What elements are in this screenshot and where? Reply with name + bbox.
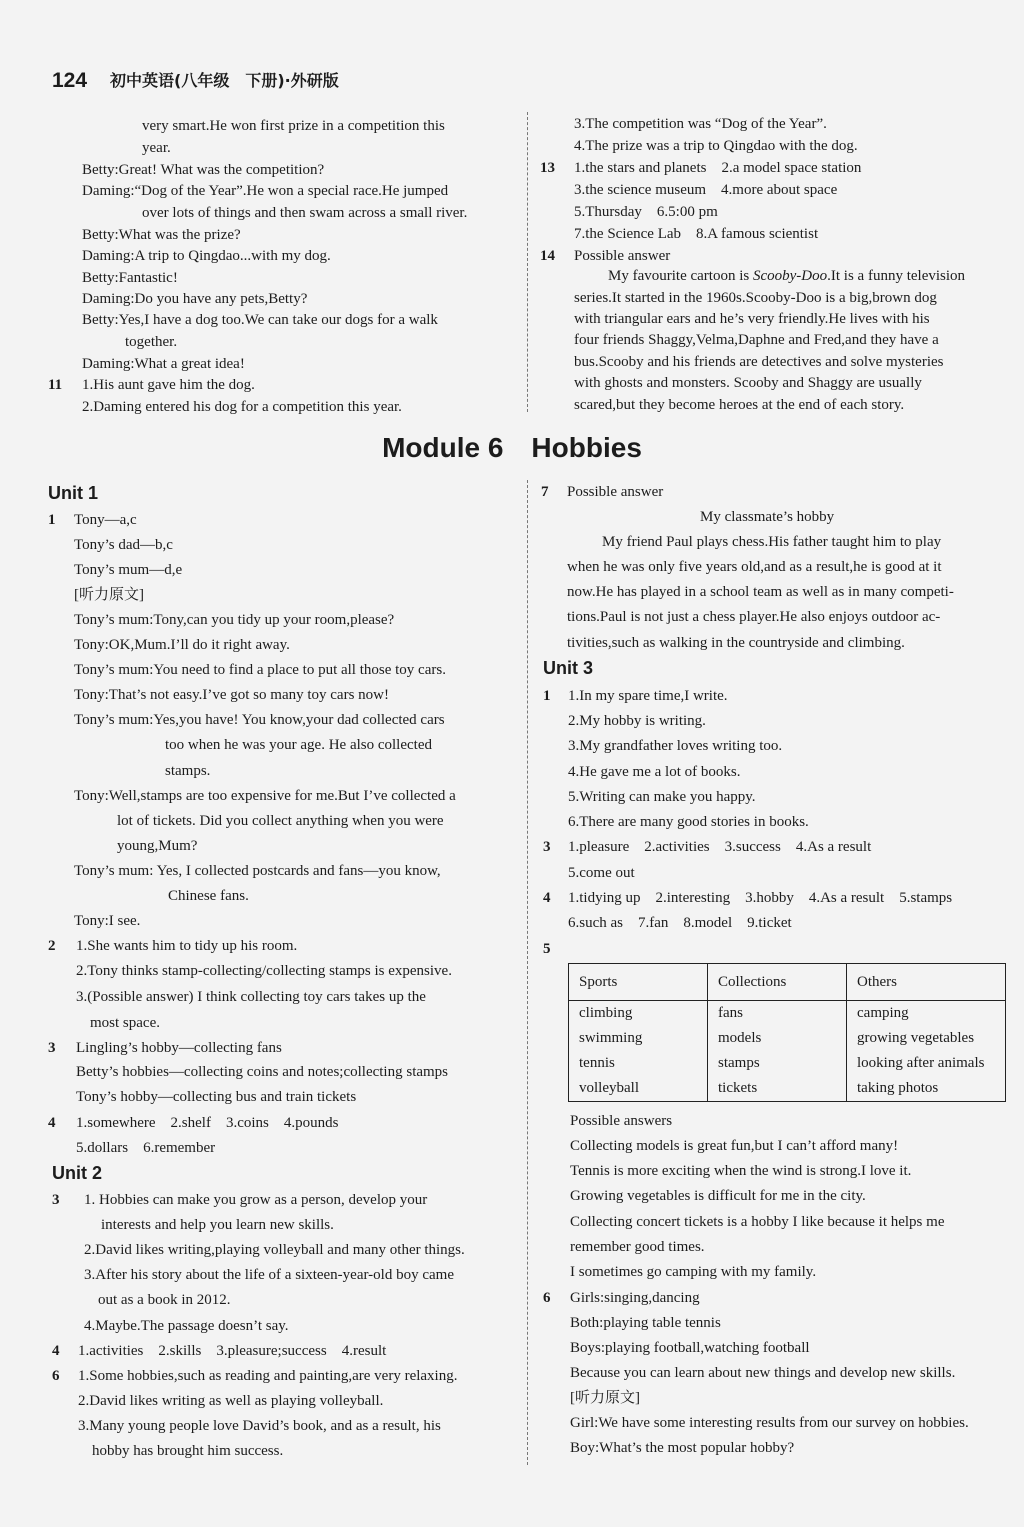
text-line: Tony’s mum—d,e <box>74 562 183 578</box>
text-line: Tony’s mum:Tony,can you tidy up your room,please? <box>74 612 395 628</box>
text-line: Betty:Yes,I have a dog too.We can take our dogs for a walk <box>82 312 438 328</box>
text-line: Tony’s dad—b,c <box>74 537 173 553</box>
column-divider-bottom <box>527 480 528 1465</box>
text-line: year. <box>142 140 171 156</box>
text-line: Tony:That’s not easy.I’ve got so many toy cars now! <box>74 687 389 703</box>
text-line: 4.The prize was a trip to Qingdao with the dog. <box>574 138 858 154</box>
table-cell: models <box>708 1026 847 1051</box>
table-header-sports: Sports <box>569 964 708 1001</box>
question-number: 4 <box>52 1343 60 1359</box>
text-line: remember good times. <box>570 1239 705 1255</box>
table-cell: tickets <box>708 1076 847 1102</box>
text-line: [听力原文] <box>570 1390 640 1406</box>
text-line: 3.After his story about the life of a sixteen-year-old boy came <box>84 1267 454 1283</box>
text-line: when he was only five years old,and as a result,he is good at it <box>567 559 942 575</box>
table-header-others: Others <box>847 964 1006 1001</box>
text-line: 3.the science museum 4.more about space <box>574 182 838 198</box>
table-cell: swimming <box>569 1026 708 1051</box>
text-line: interests and help you learn new skills. <box>101 1217 334 1233</box>
text-line: together. <box>125 334 178 350</box>
question-number: 3 <box>48 1040 56 1056</box>
text-line: 2.David likes writing as well as playing volleyball. <box>78 1393 384 1409</box>
text-line: 4.He gave me a lot of books. <box>568 764 741 780</box>
text-line: 3.My grandfather loves writing too. <box>568 738 783 754</box>
table-cell: growing vegetables <box>847 1026 1006 1051</box>
question-number: 1 <box>48 512 56 528</box>
question-number: 1 <box>543 688 551 704</box>
text-line: 5.come out <box>568 865 635 881</box>
unit-heading: Unit 3 <box>543 658 594 678</box>
text-line: Daming:A trip to Qingdao...with my dog. <box>82 248 331 264</box>
text-line: 1.Some hobbies,such as reading and painting,are very relaxing. <box>78 1368 458 1384</box>
table-cell: camping <box>847 1001 1006 1027</box>
text-line: Possible answer <box>574 248 671 264</box>
table-row <box>569 1076 1006 1102</box>
text-line: Girl:We have some interesting results from our survey on hobbies. <box>570 1415 969 1431</box>
text-line: Possible answer <box>567 484 664 500</box>
text-line: bus.Scooby and his friends are detectives and solve mysteries <box>574 354 944 370</box>
question-number: 3 <box>52 1192 60 1208</box>
text-line: Lingling’s hobby—collecting fans <box>76 1040 282 1056</box>
text-line: scared,but they become heroes at the end of each story. <box>574 397 905 413</box>
text-line: 6.There are many good stories in books. <box>568 814 809 830</box>
text-line: Collecting concert tickets is a hobby I like because it helps me <box>570 1214 945 1230</box>
text-line: 4.Maybe.The passage doesn’t say. <box>84 1318 289 1334</box>
text-line: 1.tidying up 2.interesting 3.hobby 4.As a result 5.stamps <box>568 890 953 906</box>
text-line: Collecting models is great fun,but I can’t afford many! <box>570 1138 899 1154</box>
text-line: 5.dollars 6.remember <box>76 1140 216 1156</box>
text-line: hobby has brought him success. <box>92 1443 284 1459</box>
table-row <box>569 1051 1006 1076</box>
text-line: out as a book in 2012. <box>98 1292 231 1308</box>
text-line: Tennis is more exciting when the wind is strong.I love it. <box>570 1163 912 1179</box>
text-line: now.He has played in a school team as well as in many competi- <box>567 584 954 600</box>
text-line: Betty’s hobbies—collecting coins and notes;collecting stamps <box>76 1064 449 1080</box>
text-line: 2.David likes writing,playing volleyball and many other things. <box>84 1242 465 1258</box>
text-line: [听力原文] <box>74 587 144 603</box>
text-line: 1.pleasure 2.activities 3.success 4.As a result <box>568 839 872 855</box>
text-line: stamps. <box>165 763 211 779</box>
question-number: 4 <box>48 1115 56 1131</box>
column-divider-top <box>527 112 528 412</box>
text-line: 6.such as 7.fan 8.model 9.ticket <box>568 915 792 931</box>
text-line: most space. <box>90 1015 160 1031</box>
text-line: Possible answers <box>570 1113 673 1129</box>
text-line: 5.Writing can make you happy. <box>568 789 756 805</box>
text-line: Girls:singing,dancing <box>570 1290 700 1306</box>
table-cell: stamps <box>708 1051 847 1076</box>
text-line: four friends Shaggy,Velma,Daphne and Fred,and they have a <box>574 332 939 348</box>
text-line: very smart.He won first prize in a competition this <box>142 118 445 134</box>
text-line: My friend Paul plays chess.His father taught him to play <box>602 534 942 550</box>
text-line: lot of tickets. Did you collect anything when you were <box>117 813 444 829</box>
text-line: 3.Many young people love David’s book, and as a result, his <box>78 1418 441 1434</box>
text-line: Because you can learn about new things and develop new skills. <box>570 1365 956 1381</box>
table-cell: tennis <box>569 1051 708 1076</box>
table-row <box>569 1001 1006 1027</box>
question-number: 7 <box>541 484 549 500</box>
text-line: 3.(Possible answer) I think collecting toy cars takes up the <box>76 989 426 1005</box>
module-title: Module 6 Hobbies <box>382 432 642 463</box>
question-number: 13 <box>540 160 555 176</box>
text-line: 2.My hobby is writing. <box>568 713 706 729</box>
table-cell: looking after animals <box>847 1051 1006 1076</box>
text-line: 1.the stars and planets 2.a model space station <box>574 160 862 176</box>
text-line: Daming:Do you have any pets,Betty? <box>82 291 308 307</box>
text-line: 7.the Science Lab 8.A famous scientist <box>574 226 819 242</box>
text-line: Betty:Great! What was the competition? <box>82 162 325 178</box>
text-line: Boy:What’s the most popular hobby? <box>570 1440 795 1456</box>
text-line: Boys:playing football,watching football <box>570 1340 810 1356</box>
unit-heading: Unit 1 <box>48 483 99 503</box>
text-line: young,Mum? <box>117 838 198 854</box>
text-line: Chinese fans. <box>168 888 249 904</box>
question-number: 14 <box>540 248 555 264</box>
question-number: 11 <box>48 377 63 393</box>
book-title: 初中英语(八年级 下册)·外研版 <box>110 71 339 90</box>
text-line: 2.Tony thinks stamp-collecting/collecting stamps is expensive. <box>76 963 452 979</box>
question-number: 3 <box>543 839 551 855</box>
hobbies-table <box>568 963 1006 1102</box>
text-line: 2.Daming entered his dog for a competition this year. <box>82 399 402 415</box>
text-line: series.It started in the 1960s.Scooby-Doo is a big,brown dog <box>574 290 937 306</box>
table-header-row <box>569 964 1006 1001</box>
text-line: too when he was your age. He also collected <box>165 737 432 753</box>
unit-heading: Unit 2 <box>52 1163 103 1183</box>
question-number: 6 <box>543 1290 551 1306</box>
text-line: 1.She wants him to tidy up his room. <box>76 938 298 954</box>
text-line: 1.In my spare time,I write. <box>568 688 728 704</box>
text-line: 3.The competition was “Dog of the Year”. <box>574 116 827 132</box>
table-row <box>569 1026 1006 1051</box>
text-line: 1.His aunt gave him the dog. <box>82 377 255 393</box>
page-number: 124 <box>52 69 88 92</box>
question-number: 5 <box>543 941 551 957</box>
text-line: Tony:I see. <box>74 913 141 929</box>
text-line: Betty:What was the prize? <box>82 227 241 243</box>
text-line: over lots of things and then swam across a small river. <box>142 205 468 221</box>
text-line: I sometimes go camping with my family. <box>570 1264 817 1280</box>
text-line: 1.activities 2.skills 3.pleasure;success 4.result <box>78 1343 387 1359</box>
text-line: Betty:Fantastic! <box>82 270 178 286</box>
text-line: with triangular ears and he’s very friendly.He lives with his <box>574 311 930 327</box>
text-line: My favourite cartoon is Scooby-Doo.It is a funny television <box>608 268 966 284</box>
text-line: Tony:OK,Mum.I’ll do it right away. <box>74 637 290 653</box>
text-line: Tony’s mum:You need to find a place to put all those toy cars. <box>74 662 446 678</box>
text-line: Both:playing table tennis <box>570 1315 721 1331</box>
text-line: Tony:Well,stamps are too expensive for me.But I’ve collected a <box>74 788 456 804</box>
text-line: Tony’s mum: Yes, I collected postcards and fans—you know, <box>74 863 441 879</box>
text-line: with ghosts and monsters. Scooby and Shaggy are usually <box>574 375 922 391</box>
text-line: 1. Hobbies can make you grow as a person, develop your <box>84 1192 428 1208</box>
table-cell: climbing <box>569 1001 708 1027</box>
text-line: 1.somewhere 2.shelf 3.coins 4.pounds <box>76 1115 339 1131</box>
text-line: Tony’s mum:Yes,you have! You know,your dad collected cars <box>74 712 445 728</box>
text-line: Growing vegetables is difficult for me in the city. <box>570 1188 866 1204</box>
table-cell: volleyball <box>569 1076 708 1102</box>
text-line: Tony—a,c <box>74 512 137 528</box>
table-cell: taking photos <box>847 1076 1006 1102</box>
table-cell: fans <box>708 1001 847 1027</box>
table-header-collections: Collections <box>708 964 847 1001</box>
text-line: Daming:“Dog of the Year”.He won a special race.He jumped <box>82 183 449 199</box>
question-number: 6 <box>52 1368 60 1384</box>
question-number: 4 <box>543 890 551 906</box>
question-number: 2 <box>48 938 56 954</box>
text-line: tivities,such as walking in the countryside and climbing. <box>567 635 905 651</box>
text-line: Tony’s hobby—collecting bus and train tickets <box>76 1089 357 1105</box>
text-line: tions.Paul is not just a chess player.He also enjoys outdoor ac- <box>567 609 941 625</box>
text-line: Daming:What a great idea! <box>82 356 245 372</box>
text-line: 5.Thursday 6.5:00 pm <box>574 204 718 220</box>
essay-title: My classmate’s hobby <box>700 509 835 525</box>
